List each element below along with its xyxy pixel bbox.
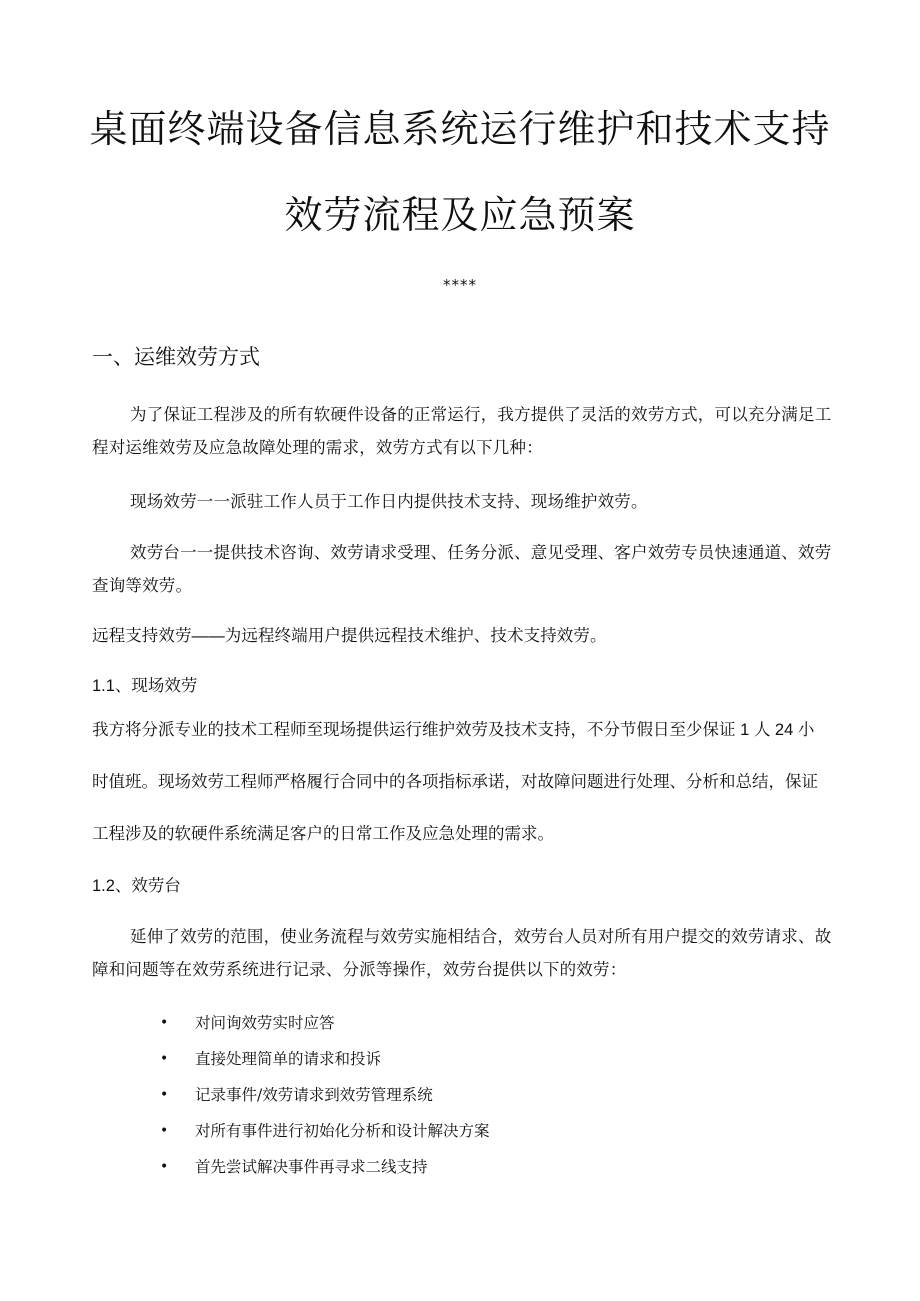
service-desk-paragraph — [92, 536, 832, 602]
service-onsite-paragraph — [92, 485, 832, 518]
document-title-line2: 效劳流程及应急预案 — [284, 193, 636, 237]
subsection-1-1-body: 我方将分派专业的技术工程师至现场提供运行维护效劳及技术支持，不分节假日至少保证 1 人 24 小时值班。现场效劳工程师严格履行合同中的各项指标承诺，对故障问题进行处理、分析和总结，保证工程涉及的软硬件系统满足客户的日常工作及应急处理的需求。 — [92, 721, 818, 843]
list-item-text: 对问询效劳实时应答 — [195, 1014, 335, 1032]
subsection-heading-1-2: 1.2、效劳台 — [92, 877, 181, 895]
list-item — [150, 1077, 490, 1113]
bullet-icon: • — [160, 1015, 169, 1031]
service-remote-paragraph: 远程支持效劳——为远程终端用户提供远程技术维护、技术支持效劳。 — [92, 627, 607, 645]
list-item — [150, 1005, 490, 1041]
list-item — [150, 1149, 490, 1185]
service-desk-bullet-list — [150, 1005, 490, 1185]
author-placeholder: **** — [443, 276, 477, 294]
list-item — [150, 1113, 490, 1149]
bullet-icon: • — [160, 1051, 169, 1067]
bullet-icon: • — [160, 1087, 169, 1103]
subsection-heading-1-1: 1.1、现场效劳 — [92, 677, 198, 695]
list-item-text: 直接处理简单的请求和投诉 — [195, 1050, 382, 1068]
subsection-1-2-body — [92, 920, 832, 986]
list-item-text: 记录事件/效劳请求到效劳管理系统 — [195, 1086, 433, 1104]
service-onsite-text: 现场效劳一一派驻工作人员于工作日内提供技术支持、现场维护效劳。 — [130, 492, 648, 511]
section-heading-1: 一、运维效劳方式 — [92, 345, 260, 369]
subsection-1-2-body-text: 延伸了效劳的范围，使业务流程与效劳实施相结合，效劳台人员对所有用户提交的效劳请求、故障和问题等在效劳系统进行记录、分派等操作，效劳台提供以下的效劳： — [92, 927, 832, 979]
bullet-icon: • — [160, 1123, 169, 1139]
list-item — [150, 1041, 490, 1077]
service-desk-text: 效劳台一一提供技术咨询、效劳请求受理、任务分派、意见受理、客户效劳专员快速通道、效劳查询等效劳。 — [92, 543, 832, 595]
bullet-icon: • — [160, 1159, 169, 1175]
intro-paragraph-text: 为了保证工程涉及的所有软硬件设备的正常运行，我方提供了灵活的效劳方式，可以充分满足工程对运维效劳及应急故障处理的需求，效劳方式有以下几种： — [92, 405, 832, 457]
list-item-text: 对所有事件进行初始化分析和设计解决方案 — [195, 1122, 490, 1140]
list-item-text: 首先尝试解决事件再寻求二线支持 — [195, 1158, 428, 1176]
document-title-line1: 桌面终端设备信息系统运行维护和技术支持 — [89, 107, 831, 151]
intro-paragraph — [92, 398, 832, 464]
